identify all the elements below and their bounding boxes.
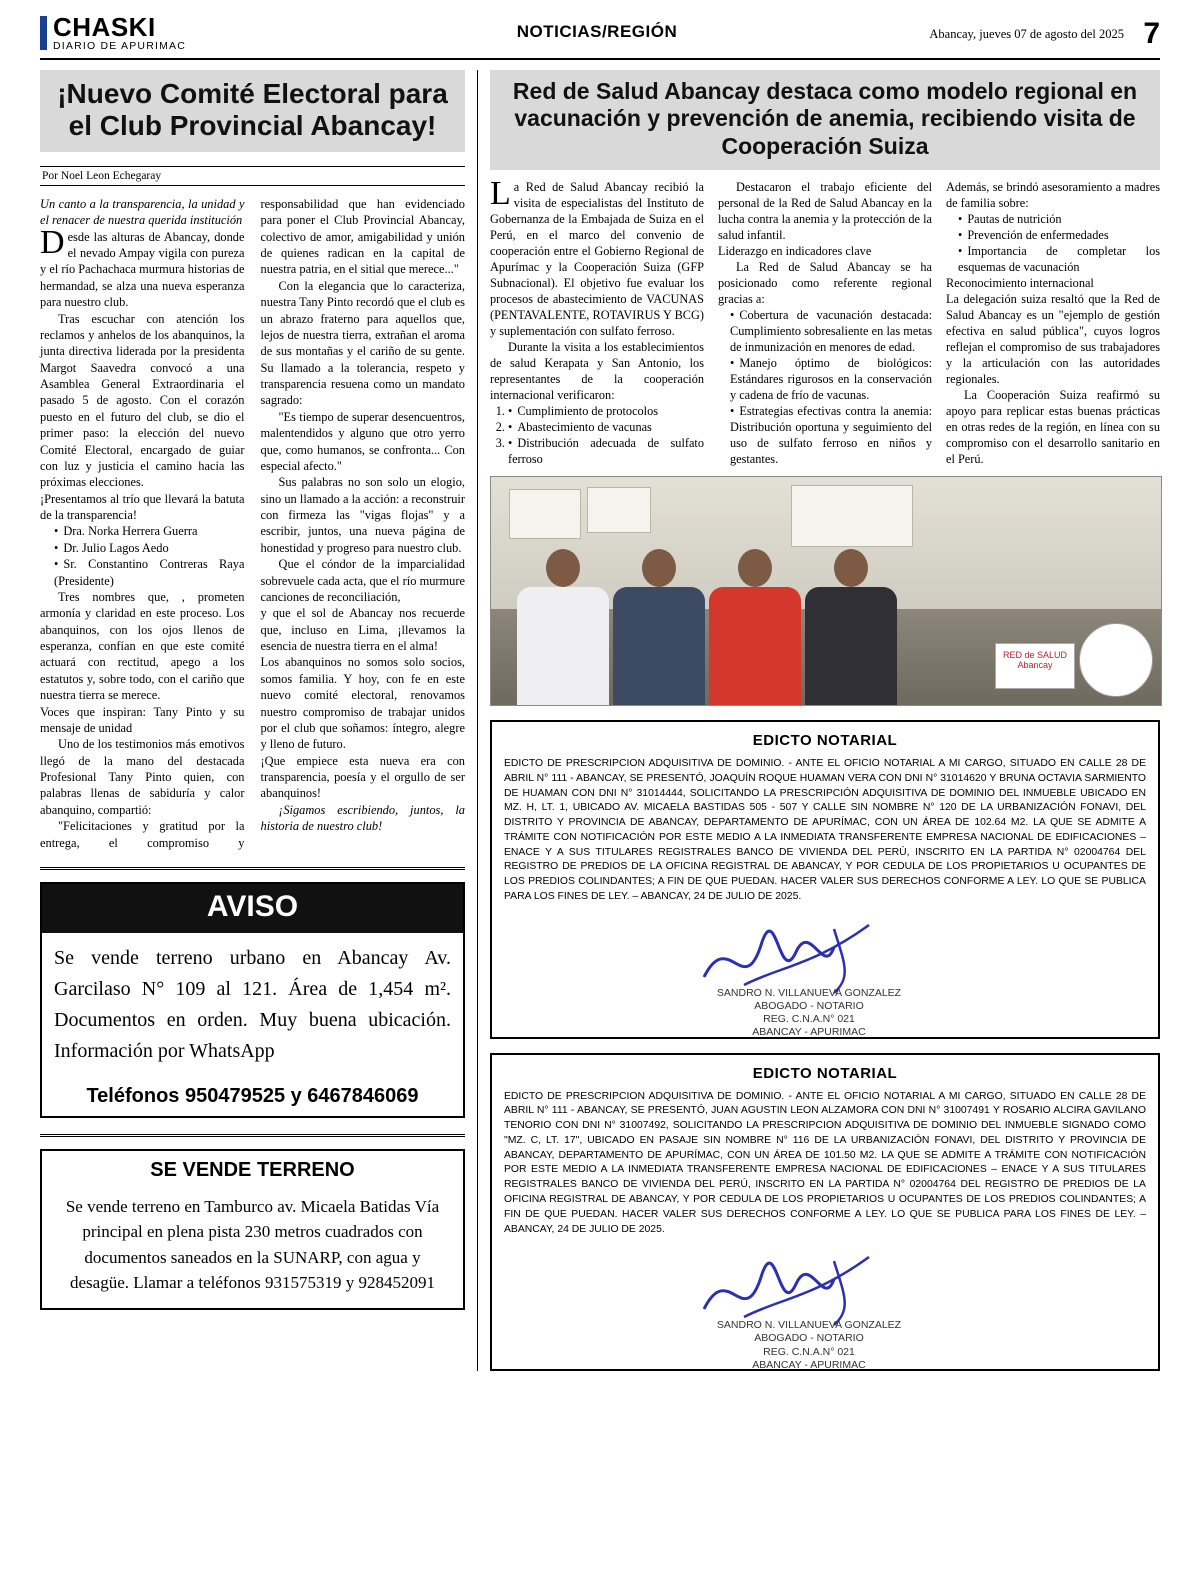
advice-list <box>946 212 1160 276</box>
right-p4: La Red de Salud Abancay se ha posicionado como referente regional gracias a: <box>718 260 932 307</box>
classified-ad-aviso <box>40 882 465 1118</box>
edicto1-signature <box>504 909 1146 1039</box>
classified-ad-terreno <box>40 1149 465 1310</box>
terreno-head: SE VENDE TERRENO <box>150 1158 355 1181</box>
photo-person-3 <box>709 549 801 705</box>
edicto1-body: EDICTO DE PRESCRIPCION ADQUISITIVA DE DOMINIO. - ANTE EL OFICIO NOTARIAL A MI CARGO, SITUADO EN CALLE 28 DE ABRIL N° 111 - ABANCAY, SE PRESENTÓ, JOAQUÍN ROQUE HUAMAN VERA CON DNI N° 31014620 Y BRUNA OCTAVIA SARMIENTO DE HUAMAN CON DNI N° 31014444, SOLICITANDO LA PRESCRIPCIÓN ADQUISITIVA DE DOMINIO DEL INMUEBLE UBICADO EN MZ. H, LT. 1, UBICADO AV. MICAELA BASTIDAS 505 - 507 Y CALLE SIN NOMBRE N° 120 DE LA URBANIZACIÓN FONAVI, DEL DISTRITO Y PROVINCIA DE ABANCAY, DEPARTAMENTO DE APURÍMAC, CON UN ÁREA DE 102.64 M2. LA QUE SE ADMITE A TRÁMITE CON NOTIFICACIÓN POR ESTE MEDIO A LA INMEDIATA TRANSFERENTE EMPRESA NACIONAL DE EDIFICACIONES – ENACE Y A SUS TITULARES REGISTRALES BANCO DE VIVIENDA DEL PERÚ, INSCRITO EN LA PARTIDA N° 02004764 DEL REGISTRO DE PREDIOS DE LA OFICINA REGISTRAL DE ABANCAY, Y POR CEDULA DE LOS PROPIETARIOS U OCUPANTES DE LOS PREDIOS COLINDANTES; A FIN DE QUE PUEDAN. HACER VALER SUS DERECHOS CONFORME A LEY. LO QUE SE PUBLICA PARA LOS FINES DE LEY. – ABANCAY, 24 DE JULIO DE 2025. <box>504 758 1146 902</box>
aviso-body: Se vende terreno urbano en Abancay Av. Garcilaso N° 109 al 121. Área de 1,454 m². Documentos en orden. Muy buena ubicación. Información por WhatsApp <box>54 946 451 1062</box>
edicto-notarial-1 <box>490 720 1160 1039</box>
ad-divider-2 <box>40 1134 465 1137</box>
committee-list <box>40 523 245 589</box>
left-p10: Sus palabras no son solo un elogio, sino un llamado a la acción: a reconstruir con firmeza las "vigas flojas" y a escribir, juntos, una nueva página de honestidad y progreso para nuestro club. <box>260 475 465 555</box>
newspaper-logo <box>40 14 370 52</box>
list-item: • 1. Cumplimiento de protocolos <box>508 404 704 420</box>
left-article-headline: ¡Nuevo Comité Electoral para el Club Provincial Abancay! <box>40 70 465 152</box>
left-closing: ¡Sigamos escribiendo, juntos, la historia de nuestro club! <box>260 802 465 834</box>
left-p7: "Felicitaciones y gratitud por la entrega, el compromiso y responsabilidad que han evidenciado para poner el Club Provincial Abancay, colectivo de amor, amigabilidad y unión de quienes radican en la capital de nuestra patria, en el sitial que merece..." <box>40 196 465 850</box>
right-p6: La delegación suiza resaltó que la Red de Salud Abancay es un "ejemplo de gestión efectiva en salud pública", cuyos logros reflejan el compromiso de sus trabajadores y la articulación con las autoridades regionales. <box>946 292 1160 387</box>
left-p4: Tres nombres que, , prometen armonía y claridad en este proceso. Los abanquinos, con los ojos llenos de esperanza, confían en que este comité actuará con rectitud, apego a los estatutos y, sobre todo, con el cariño que nuestra tierra se merece. <box>40 589 245 703</box>
edicto-notarial-2 <box>490 1053 1160 1372</box>
logo-accent-bar <box>40 16 47 50</box>
right-p7: La Cooperación Suiza reafirmó su apoyo para replicar estas buenas prácticas en otras redes de la región, en línea con su compromiso con el desarrollo sanitario en el Perú. <box>946 388 1160 467</box>
left-p11: Que el cóndor de la imparcialidad sobrevuele cada acta, que el río murmure canciones de reconciliación, <box>260 557 465 604</box>
list-item: • Dra. Norka Herrera Guerra <box>54 523 245 539</box>
photo-wall-chart-1 <box>509 489 581 539</box>
right-p2: Durante la visita a los establecimientos de salud Kerapata y San Antonio, los representantes de la cooperación internacional verificaron: <box>490 340 704 403</box>
column-divider <box>477 70 478 1372</box>
list-item: • Importancia de completar los esquemas de vacunación <box>958 244 1160 276</box>
left-article-byline: Por Noel Leon Echegaray <box>40 166 465 186</box>
left-p1: Desde las alturas de Abancay, donde el nevado Ampay vigila con pureza y el río Pachachaca murmura historias de hermandad, se alza una nueva esperanza para nuestro club. <box>40 223 245 310</box>
photo-seal-badge <box>1079 623 1153 697</box>
right-column <box>490 70 1160 1372</box>
photo-person-4 <box>805 549 897 705</box>
terreno-body: Se vende terreno en Tamburco av. Micaela Batidas Vía principal en plena pista 230 metros cuadrados con documentos saneados en la SUNARP, con agua y desagüe. Llamar a teléfonos 931575319 y 928452091 <box>65 1196 440 1293</box>
left-p13: Los abanquinos no somos solo socios, somos familia. Y hoy, con fe en este nuevo comité electoral, renovamos nuestro compromiso de trabajar unidos por el club que soñamos: íntegro, alegre y lleno de futuro. <box>260 655 465 752</box>
key-indicators-list <box>718 308 932 468</box>
edicto2-sign-role: ABOGADO - NOTARIO <box>754 1332 864 1345</box>
photo-person-2 <box>613 549 705 705</box>
photo-wall-chart-2 <box>587 487 651 533</box>
right-sub2: Reconocimiento internacional <box>946 276 1094 291</box>
left-column <box>40 70 465 1372</box>
page-number: 7 <box>1143 17 1160 50</box>
list-item: • 2. Abastecimiento de vacunas <box>508 420 704 436</box>
photo-logo-badge: RED de SALUD Abancay <box>995 643 1075 689</box>
right-article-headline: Red de Salud Abancay destaca como modelo regional en vacunación y prevención de anemia, recibiendo visita de Cooperación Suiza <box>490 70 1160 171</box>
edicto1-sign-city: ABANCAY - APURIMAC <box>752 1026 866 1039</box>
masthead <box>40 14 1160 60</box>
list-item: • Cobertura de vacunación destacada: Cumplimiento sobresaliente en las metas de inmunización en menores de edad. <box>730 308 932 356</box>
right-article-body <box>490 175 1160 468</box>
edicto1-sign-role: ABOGADO - NOTARIO <box>754 999 864 1012</box>
edicto2-sign-reg: REG. C.N.A.N° 021 <box>763 1345 855 1358</box>
photo-wall-chart-3 <box>791 485 913 547</box>
left-p2: Tras escuchar con atención los reclamos y anhelos de los abanquinos, la junta directiva liderada por la presidenta Margot Saavedra convocó a una Asamblea General Extraordinaria el pasado 5 de agosto. Con el corazón puesto en el futuro del club, se dio el primer paso: la elección del nuevo Comité Electoral, encargado de guiar con luz y justicia el camino hacia las próximas elecciones. <box>40 311 245 490</box>
list-item: • Prevención de enfermedades <box>958 228 1160 244</box>
edicto2-title: EDICTO NOTARIAL <box>752 1064 898 1082</box>
right-p5: Además, se brindó asesoramiento a madres de familia sobre: <box>946 180 1160 211</box>
edicto2-sign-name: SANDRO N. VILLANUEVA GONZALEZ <box>716 1319 902 1332</box>
list-item: • Pautas de nutrición <box>958 212 1160 228</box>
right-p1: La Red de Salud Abancay recibió la visita de especialistas del Instituto de Gobernanza de la Embajada de Suiza en el Perú, en el marco del convenio de cooperación entre el Gobierno Regional de Apurímac y la Cooperación Suiza (GFP Subnacional). El objetivo fue evaluar los procesos de abastecimiento de VACUNAS (PENTAVALENTE, ROTAVIRUS Y BCG) y suplementación con sulfato ferroso. <box>490 175 704 339</box>
dateline: Abancay, jueves 07 de agosto del 2025 <box>929 27 1124 41</box>
left-p9: "Es tiempo de superar desencuentros, malentendidos y alguno que otro yerro que, como humanos, se confronta... Con especial afecto." <box>260 409 465 473</box>
left-p3: ¡Presentamos al trío que llevará la batuta de la transparencia! <box>40 491 245 522</box>
aviso-phones: Teléfonos 950479525 y 6467846069 <box>86 1084 419 1107</box>
list-item: • 3. Distribución adecuada de sulfato ferroso <box>508 436 704 468</box>
edicto1-sign-name: SANDRO N. VILLANUEVA GONZALEZ <box>716 986 902 999</box>
edicto2-body: EDICTO DE PRESCRIPCION ADQUISITIVA DE DOMINIO. - ANTE EL OFICIO NOTARIAL A MI CARGO, SITUADO EN CALLE 28 DE ABRIL N° 111 - ABANCAY, SE PRESENTÓ, JUAN AGUSTIN LEON ALZAMORA CON DNI N° 31007491 Y ROSARIO ALCIRA GAVILANO TENORIO CON DNI N° 31007492, SOLICITANDO LA PRESCRIPCION ADQUISITIVA DE DOMINIO DEL INMUEBLE SIGNADO COMO "MZ. C, LT. 17", UBICADO EN PASAJE SIN NOMBRE N° 116 DE LA URBANIZACIÓN FONAVI, DEL DISTRITO Y PROVINCIA DE ABANCAY, DEPARTAMENTO DE APURÍMAC, CON UN ÁREA DE 101.50 M2. LA QUE SE ADMITE A TRÁMITE CON NOTIFICACIÓN POR ESTE MEDIO A LA INMEDIATA TRANSFERENTE EMPRESA NACIONAL DE EDIFICACIONES – ENACE Y A SUS TITULARES REGISTRALES BANCO DE VIVIENDA DEL PERÚ, INSCRITO EN LA PARTIDA N° 02004764 DEL REGISTRO DE PREDIOS DE LA OFICINA REGISTRAL DE ABANCAY, Y POR CEDULA DE LOS PROPIETARIOS U OCUPANTES DE LOS PREDIOS COLINDANTES; A FIN DE QUE PUEDAN. HACER VALER SUS DERECHOS CONFORME A LEY. LO QUE SE PUBLICA PARA LOS FINES DE LEY. – ABANCAY, 24 DE JULIO DE 2025. <box>504 1090 1146 1235</box>
edicto2-sign-city: ABANCAY - APURIMAC <box>752 1358 866 1371</box>
edicto1-sign-reg: REG. C.N.A.N° 021 <box>763 1012 855 1025</box>
photo-person-1 <box>517 549 609 705</box>
left-article-body <box>40 196 465 851</box>
right-p3: Destacaron el trabajo eficiente del personal de la Red de Salud Abancay en la lucha contra la anemia y la protección de la salud infantil. <box>718 180 932 243</box>
left-p8: Con la elegancia que lo caracteriza, nuestra Tany Pinto recordó que el club es un abrazo fraterno para aquellos que, lejos de nuestra tierra, extrañan el aroma de sus montañas y el cariño de su gente. Su llamado a la tolerancia, respeto y transparencia resuena como un mandato sagrado: <box>260 278 465 408</box>
aviso-head: AVISO <box>42 884 463 933</box>
list-item: • Manejo óptimo de biológicos: Estándares rigurosos en la conservación y cadena de frío de vacunas. <box>730 356 932 404</box>
left-p12: y que el sol de Abancay nos recuerde que, incluso en Lima, ¡llevamos la esencia de nuestra tierra en el alma! <box>260 606 465 653</box>
logo-subtitle: DIARIO DE APURIMAC <box>53 40 187 52</box>
list-item: • Estrategias efectivas contra la anemia: Distribución oportuna y seguimiento del uso de sulfato ferroso en niños y gestantes. <box>730 404 932 468</box>
edicto1-title: EDICTO NOTARIAL <box>752 732 898 749</box>
section-title: NOTICIAS/REGIÓN <box>516 22 678 41</box>
left-p14: ¡Que empiece esta nueva era con transparencia, poesía y el orgullo de ser abanquinos! <box>260 753 465 801</box>
left-lead: Un canto a la transparencia, la unidad y el renacer de nuestra querida institución <box>40 196 245 228</box>
left-p5: Voces que inspiran: Tany Pinto y su mensaje de unidad <box>40 704 245 735</box>
list-item: • Sr. Constantino Contreras Raya (Presidente) <box>54 556 245 589</box>
ad-divider <box>40 867 465 870</box>
left-p6: Uno de los testimonios más emotivos llegó de la mano del destacada Profesional Tany Pinto quien, con palabras llenas de sabiduría y calor abanquino, compartió: <box>40 737 245 817</box>
article-photo <box>490 476 1162 706</box>
right-sub1: Liderazgo en indicadores clave <box>718 244 872 259</box>
edicto2-signature <box>504 1241 1146 1371</box>
verification-list <box>490 404 704 468</box>
list-item: • Dr. Julio Lagos Aedo <box>54 540 245 556</box>
logo-title: CHASKI <box>53 12 156 42</box>
